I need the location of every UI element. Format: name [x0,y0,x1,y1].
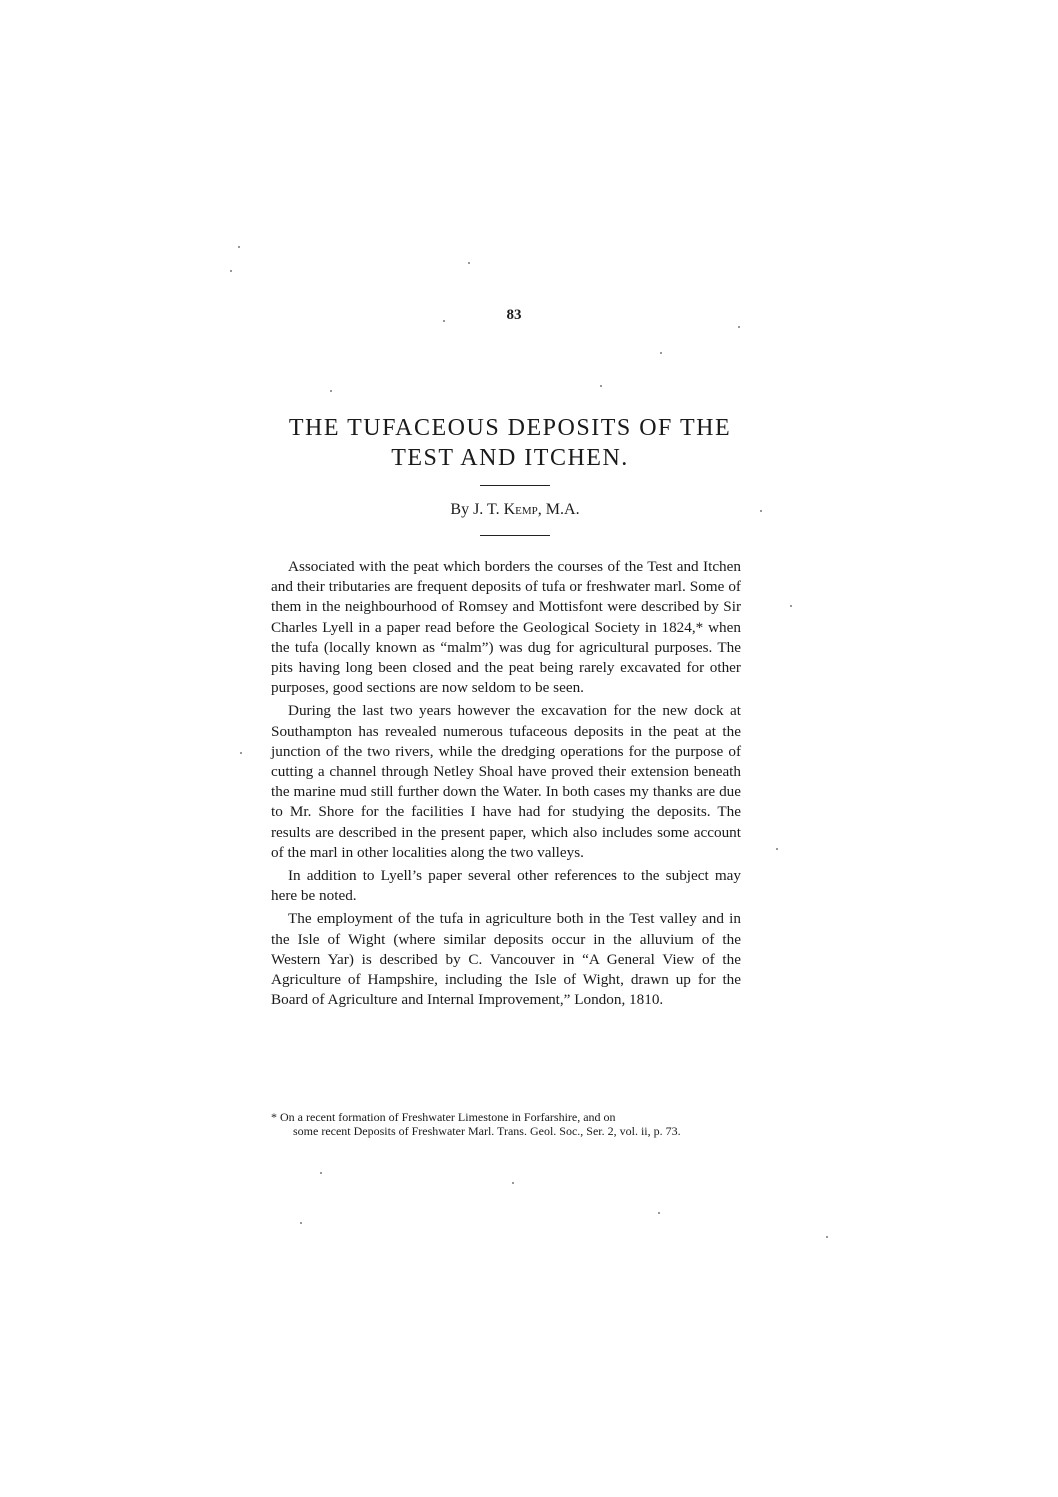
scan-speck [738,326,740,328]
scan-speck [443,320,445,322]
byline [330,501,700,519]
scan-speck [330,390,332,392]
paragraph-4: The employment of the tufa in agriculture both in the Test valley and in the Isle of Wight (where similar deposits occur in the alluvium of the Western Yar) is described by C. Vancouver in “A General View of the Agriculture of Hampshire, including the Isle of Wight, drawn up for the Board of Agriculture and Internal Improvement,” London, 1810. [271,910,741,1009]
scan-speck [300,1222,302,1224]
scan-speck [320,1172,322,1174]
scan-speck [658,1212,660,1214]
scan-speck [790,605,792,607]
rule-above-byline [480,485,550,486]
footnote-continuation: some recent Deposits of Freshwater Marl. Trans. Geol. Soc., Ser. 2, vol. ii, p. 73. [293,1124,681,1138]
article-body [271,557,741,1013]
scan-speck [512,1182,514,1184]
title-line-1: THE TUFACEOUS DEPOSITS OF THE [288,415,732,441]
paragraph-1: Associated with the peat which borders the courses of the Test and Itchen and their tributaries are frequent deposits of tufa or freshwater marl. Some of them in the neighbourhood of Romsey and Mottisfont were described by Sir Charles Lyell in a paper read before the Geological Society in 1824,* when the tufa (locally known as “malm”) was dug for agricultural purposes. The pits having long been closed and the peat being rarely excavated for other purposes, good sections are now seldom to be seen. [271,558,741,697]
scan-speck [760,510,762,512]
title-line-2: TEST AND ITCHEN. [391,445,629,471]
rule-below-byline [480,535,550,536]
scan-speck [468,262,470,264]
footnote-line-1: * On a recent formation of Freshwater Limestone in Forfarshire, and on [271,1110,616,1124]
footnote [271,1110,741,1138]
scan-speck [600,385,602,387]
scan-speck [230,270,232,272]
byline-prefix: By J. T. [450,501,500,518]
page-number: 83 [506,307,522,323]
scan-speck [826,1236,828,1238]
byline-author: Kemp, [503,501,542,518]
scan-speck [238,246,240,248]
paragraph-3: In addition to Lyell’s paper several other references to the subject may here be noted. [271,867,741,905]
scan-speck [660,352,662,354]
article-title [250,413,770,473]
scan-speck [776,848,778,850]
scan-speck [240,752,242,754]
byline-suffix: M.A. [545,501,580,518]
paragraph-2: During the last two years however the excavation for the new dock at Southampton has revealed numerous tufaceous deposits in the peat at the junction of the two rivers, while the dredging operations for the purpose of cutting a channel through Netley Shoal have proved their extension beneath the marine mud still further down the Water. In both cases my thanks are due to Mr. Shore for the facilities I have had for studying the deposits. The results are described in the present paper, which also includes some account of the marl in other localities along the two valleys. [271,702,741,861]
